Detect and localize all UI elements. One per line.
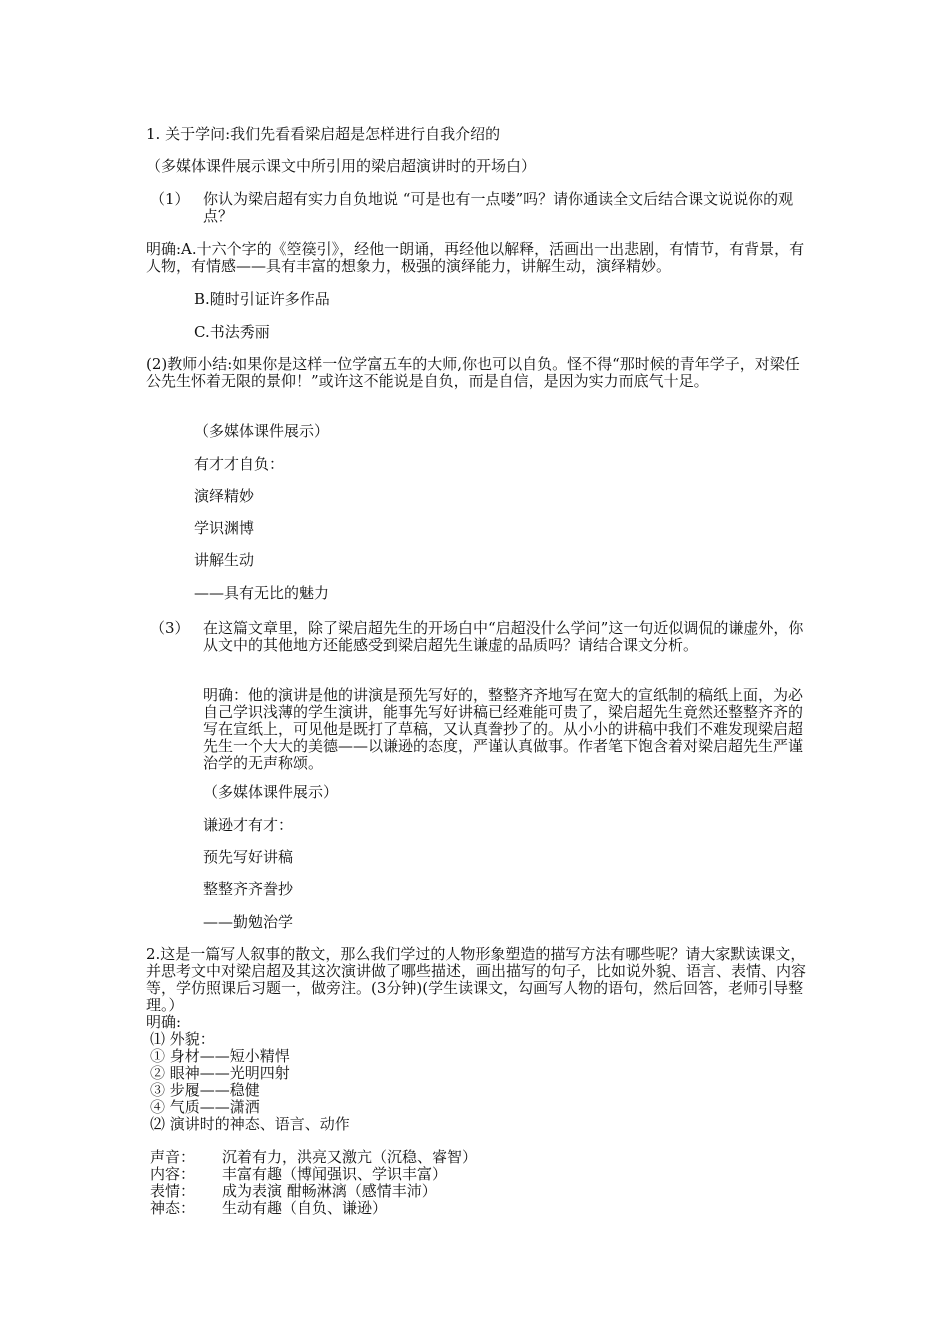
detail-label: 神态：	[150, 1199, 196, 1217]
detail-text: 生动有趣（自负、谦逊）	[222, 1199, 388, 1217]
answer-1: 明确:A.十六个字的《箜篌引》，经他一朗诵，再经他以解释，活画出一出悲剧，有情节，有背景，有人物，有情感——具有丰富的想象力，极强的演绎能力，讲解生动，演绎精妙。	[146, 240, 805, 275]
detail-label: 表情：	[150, 1182, 196, 1200]
question-1-text: 你认为梁启超有实力自负地说 “可是也有一点喽”吗？请你通读全文后结合课文说说你的观点？	[203, 190, 794, 225]
answer-1-b: B.随时引证许多作品	[194, 290, 330, 308]
media-2-item: 有才才自负：	[194, 455, 285, 473]
question-1-number: （1）	[150, 190, 190, 208]
detail-label: 内容：	[150, 1165, 196, 1183]
feature-list-item: ① 身材——短小精悍	[150, 1047, 290, 1065]
feature-list-item: ③ 步履——稳健	[150, 1081, 260, 1099]
question-3-number: （3）	[150, 619, 190, 637]
feature-list-item: ⑴ 外貌：	[150, 1030, 215, 1048]
media-3-item: 整整齐齐誊抄	[203, 880, 294, 898]
media-2-item: 讲解生动	[194, 551, 255, 569]
section-2-intro: 2.这是一篇写人叙事的散文，那么我们学过的人物形象塑造的描写方法有哪些呢？请大家默读课文，并思考文中对梁启超及其这次演讲做了哪些描述，画出描写的句子，比如说外貌、语言、表情、内容等，学仿照课后习题一，做旁注。(3分钟)(学生读课文，勾画写人物的语句，然后回答，老师引导整理。）	[146, 945, 807, 1014]
detail-row	[150, 1166, 447, 1183]
answer-3: 明确：他的演讲是他的讲演是预先写好的，整整齐齐地写在宽大的宣纸制的稿纸上面，为必自己学识浅薄的学生演讲，能事先写好讲稿已经难能可贵了，梁启超先生竟然还整整齐齐的写在宣纸上，可见他是既打了草稿，又认真誊抄了的。从小小的讲稿中我们不难发现梁启超先生一个大大的美德——以谦逊的态度，严谨认真做事。作者笔下饱含着对梁启超先生严谨治学的无声称颂。	[203, 686, 804, 772]
feature-list-item: ⑵ 演讲时的神态、语言、动作	[150, 1115, 350, 1133]
detail-label: 声音：	[150, 1148, 196, 1166]
detail-row	[150, 1183, 437, 1200]
media-3-item: 谦逊才有才：	[203, 816, 294, 834]
section-1-title: 1. 关于学问:我们先看看梁启超是怎样进行自我介绍的	[146, 125, 501, 143]
detail-row	[150, 1200, 387, 1217]
clarify-label: 明确:	[146, 1013, 182, 1031]
question-3-text: 在这篇文章里，除了梁启超先生的开场白中“启超没什么学问”这一句近似调侃的谦虚外，你从文中的其他地方还能感受到梁启超先生谦虚的品质吗？请结合课文分析。	[203, 619, 804, 654]
media-2-item: 演绎精妙	[194, 487, 255, 505]
media-2-item: 学识渊博	[194, 519, 255, 537]
media-3-item: ——勤勉治学	[203, 913, 294, 931]
media-2-item: ——具有无比的魅力	[194, 584, 330, 602]
feature-list-item: ② 眼神——光明四射	[150, 1064, 290, 1082]
media-note-3: （多媒体课件展示）	[203, 783, 339, 801]
answer-1-c: C.书法秀丽	[194, 323, 270, 341]
feature-list-item: ④ 气质——潇洒	[150, 1098, 260, 1116]
detail-text: 丰富有趣（博闻强识、学识丰富）	[222, 1165, 448, 1183]
detail-text: 沉着有力，洪亮又激亢（沉稳、睿智）	[222, 1148, 478, 1166]
detail-row	[150, 1149, 477, 1166]
detail-text: 成为表演 酣畅淋漓（感情丰沛）	[222, 1182, 437, 1200]
media-3-item: 预先写好讲稿	[203, 848, 294, 866]
media-note-1: （多媒体课件展示课文中所引用的梁启超演讲时的开场白）	[146, 157, 537, 175]
media-note-2: （多媒体课件展示）	[194, 422, 330, 440]
question-2-summary: (2)教师小结:如果你是这样一位学富五车的大师,你也可以自负。怪不得“那时候的青年学子，对梁任公先生怀着无限的景仰！”或许这不能说是自负，而是自信，是因为实力而底气十足。	[146, 355, 800, 390]
